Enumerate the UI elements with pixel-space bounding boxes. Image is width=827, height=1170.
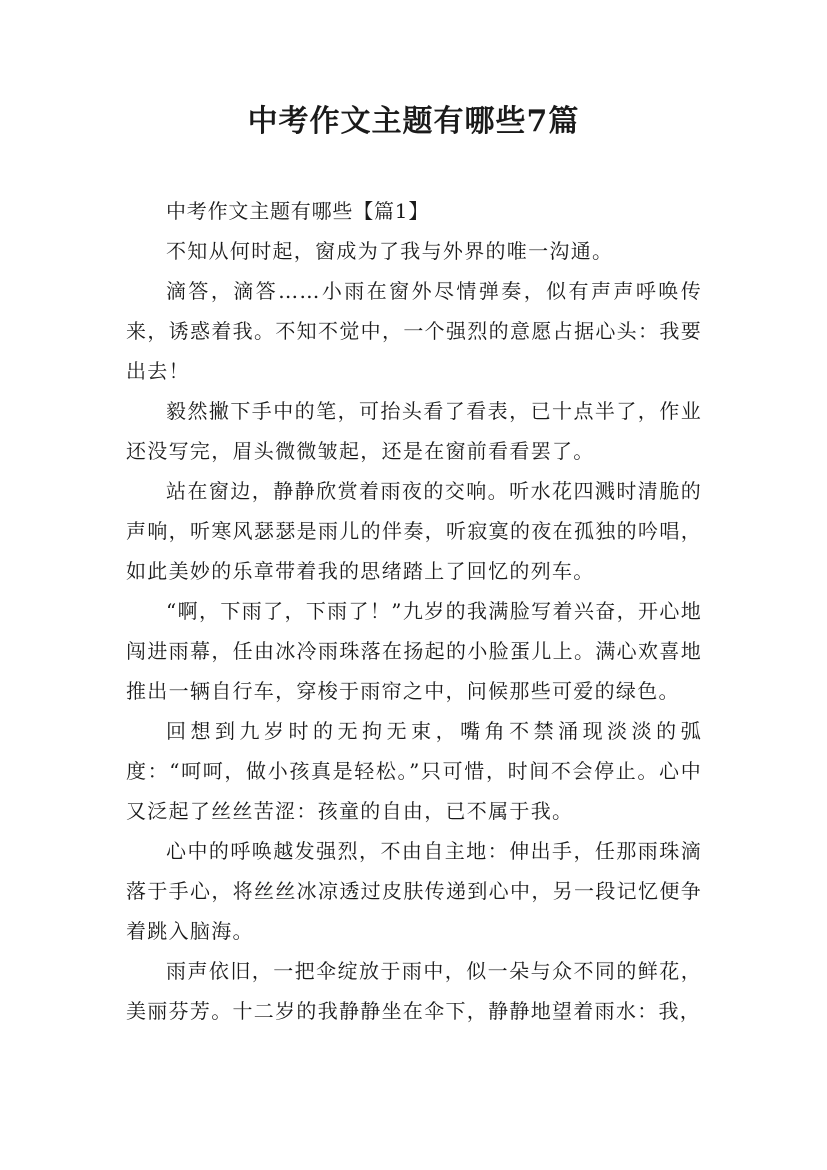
paragraph: 回想到九岁时的无拘无束，嘴角不禁涌现淡淡的弧度：“呵呵，做小孩真是轻松。”只可惜，时间不会停止。心中又泛起了丝丝苦涩：孩童的自由，已不属于我。 [126,719,702,823]
section-heading: 中考作文主题有哪些【篇1】 [166,199,430,223]
paragraph: 雨声依旧，一把伞绽放于雨中，似一朵与众不同的鲜花，美丽芬芳。十二岁的我静静坐在伞下，静静地望着雨水：我， [126,959,702,1023]
document-title: 中考作文主题有哪些7篇 [247,104,580,139]
paragraph: 滴答，滴答……小雨在窗外尽情弹奏，似有声声呼唤传来，诱惑着我。不知不觉中，一个强烈的意愿占据心头：我要出去！ [126,279,702,383]
paragraph: “啊，下雨了，下雨了！”九岁的我满脸写着兴奋，开心地闯进雨幕，任由冰冷雨珠落在扬起的小脸蛋儿上。满心欢喜地推出一辆自行车，穿梭于雨帘之中，问候那些可爱的绿色。 [126,599,702,703]
document-body [126,191,702,1031]
paragraph: 站在窗边，静静欣赏着雨夜的交响。听水花四溅时清脆的声响，听寒风瑟瑟是雨儿的伴奏，听寂寞的夜在孤独的吟唱，如此美妙的乐章带着我的思绪踏上了回忆的列车。 [126,479,702,583]
paragraph: 毅然撇下手中的笔，可抬头看了看表，已十点半了，作业还没写完，眉头微微皱起，还是在窗前看看罢了。 [126,399,702,463]
paragraph: 心中的呼唤越发强烈，不由自主地：伸出手，任那雨珠滴落于手心，将丝丝冰凉透过皮肤传递到心中，另一段记忆便争着跳入脑海。 [126,839,702,943]
paragraph: 不知从何时起，窗成为了我与外界的唯一沟通。 [166,239,614,263]
